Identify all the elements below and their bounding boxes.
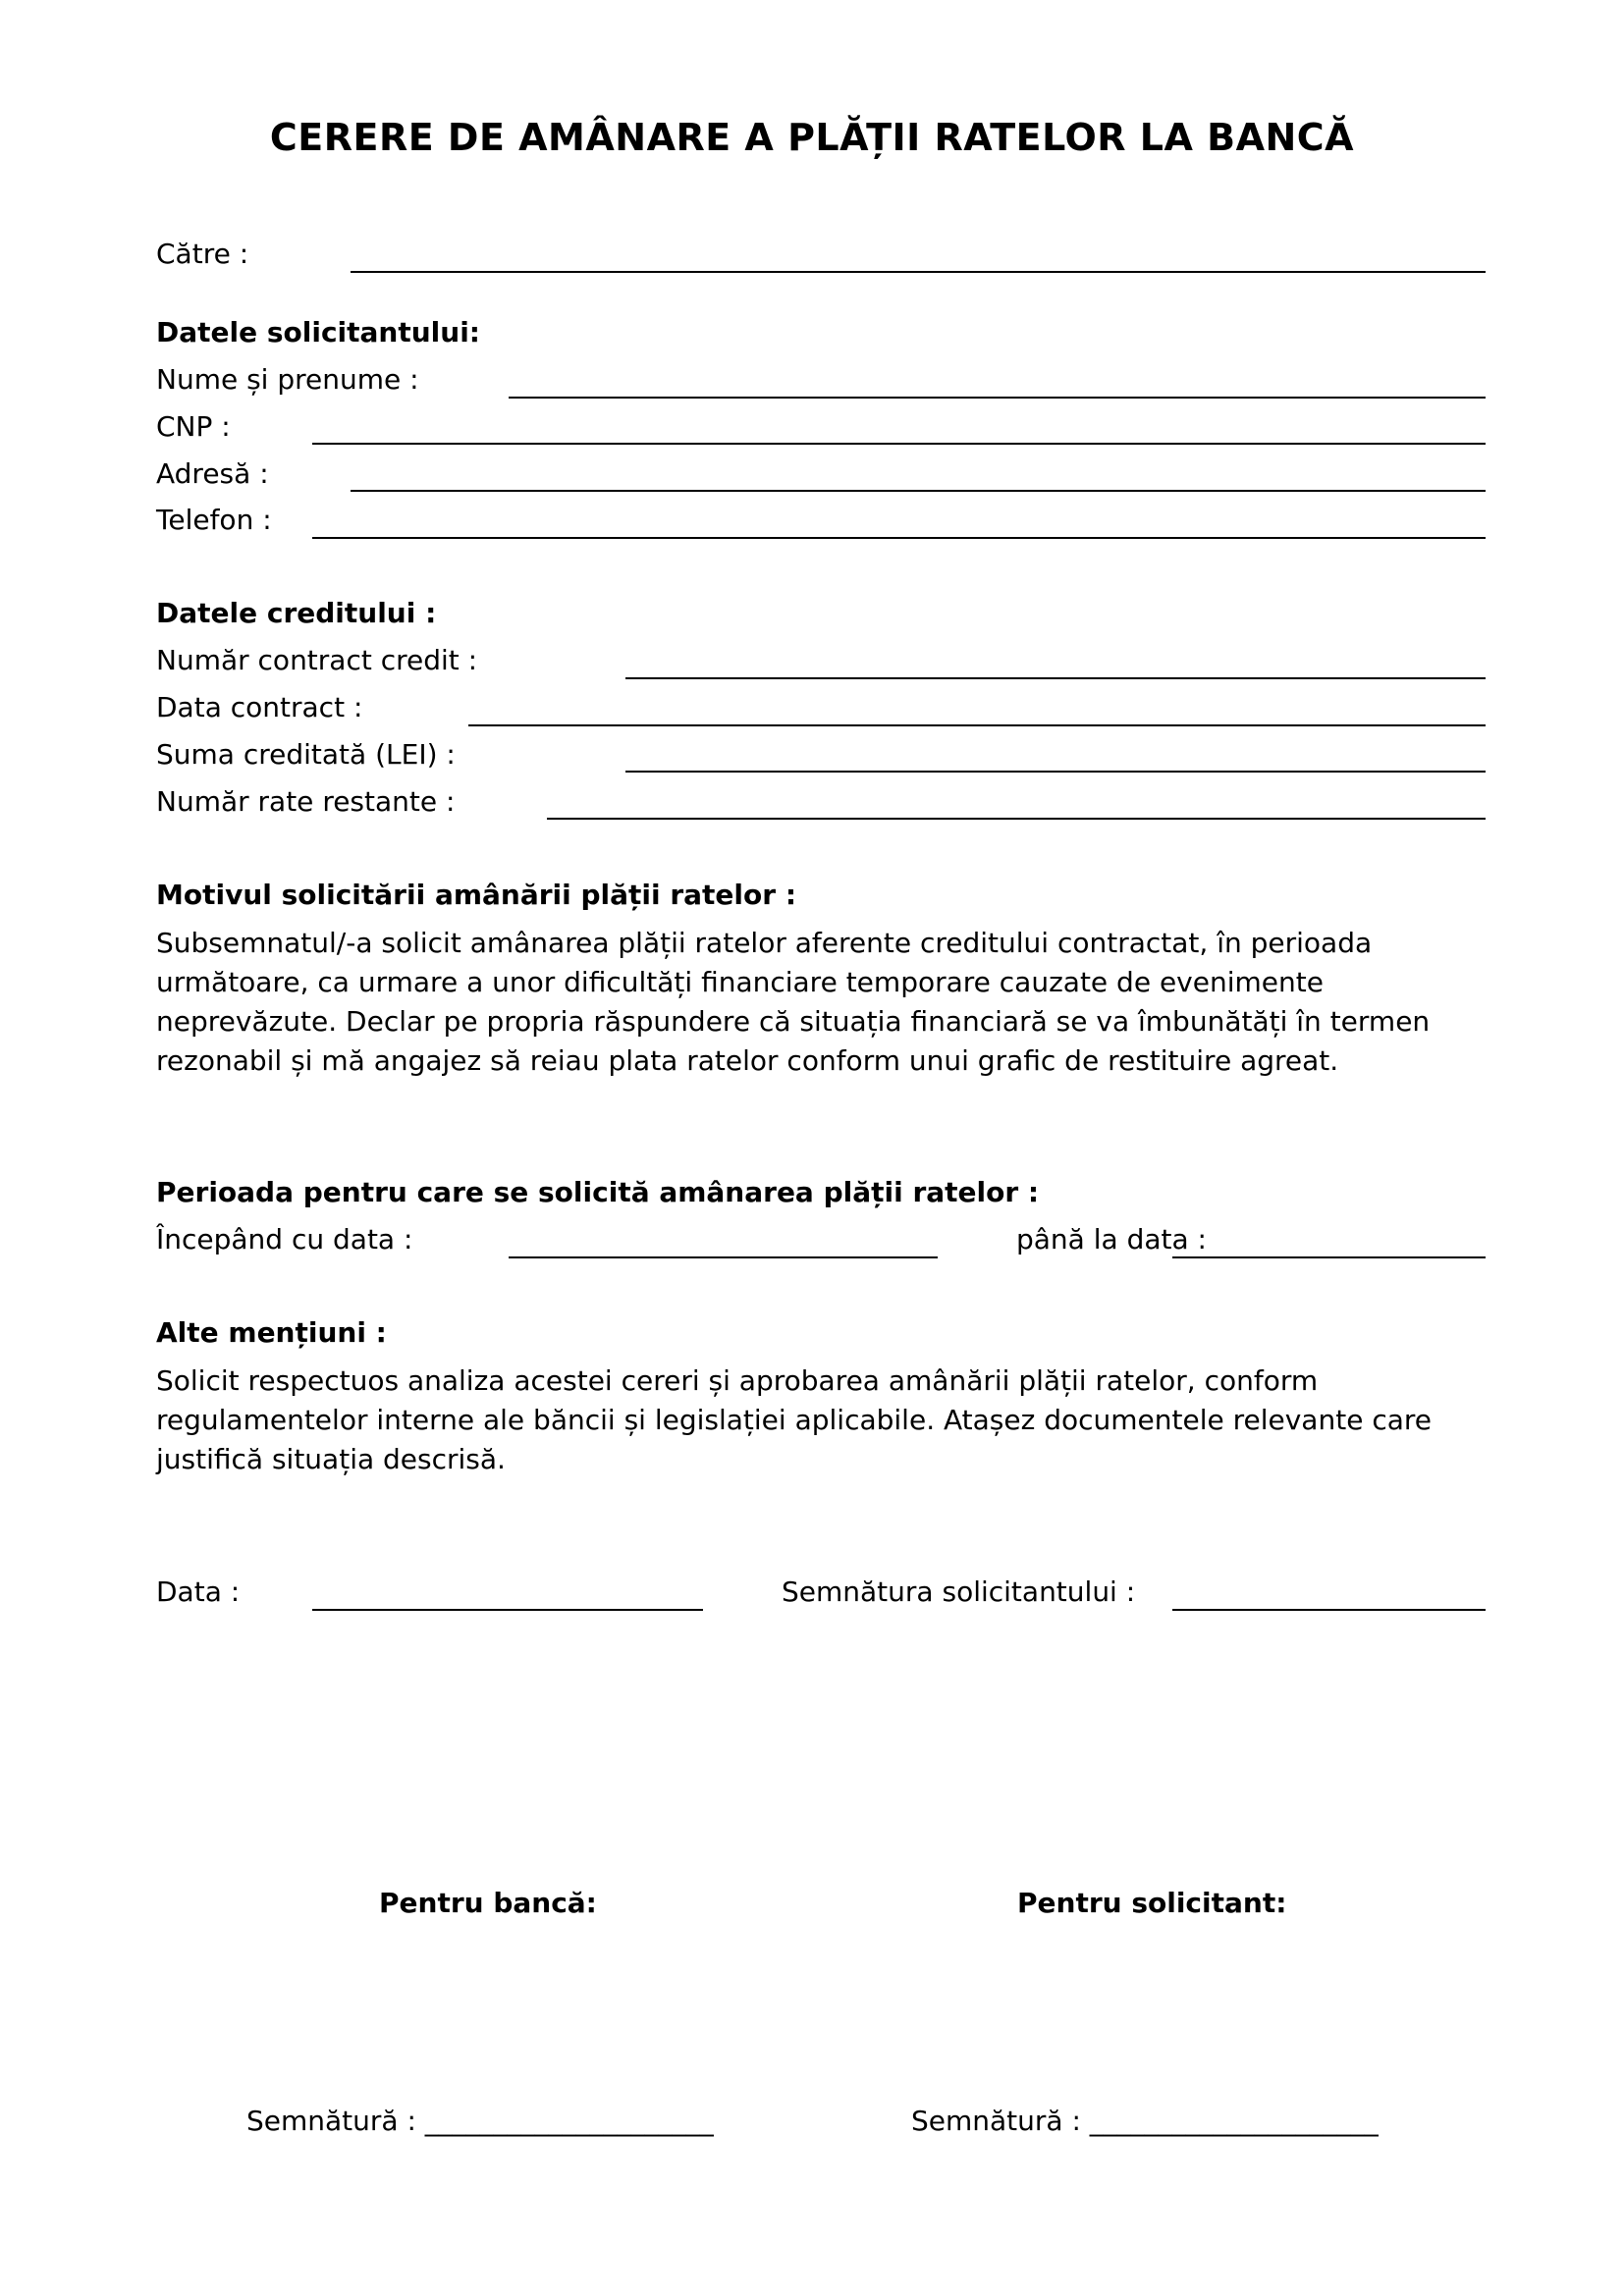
credit-amount-field[interactable] (625, 771, 1486, 773)
overdue-installments-field[interactable] (547, 818, 1486, 820)
contract-date-label: Data contract : (156, 691, 363, 723)
applicant-footer-heading: Pentru solicitant: (1017, 1887, 1287, 1919)
cnp-label: CNP : (156, 410, 231, 443)
contract-number-label: Număr contract credit : (156, 644, 478, 676)
address-field[interactable] (351, 490, 1486, 492)
applicant-signature-field[interactable] (1172, 1609, 1486, 1611)
document-title: CERERE DE AMÂNARE A PLĂȚII RATELOR LA BANCĂ (269, 116, 1355, 159)
overdue-installments-label: Număr rate restante : (156, 785, 456, 818)
other-text: Solicit respectuos analiza acestei cereri și aprobarea amânării plății ratelor, conform regulamentelor interne ale băncii și legislației aplicabile. Atașez documentele relevante care justifică situația descrisă. (156, 1364, 1432, 1475)
cnp-field[interactable] (312, 443, 1486, 445)
reason-heading: Motivul solicitării amânării plății ratelor : (156, 879, 797, 911)
name-field[interactable] (509, 397, 1486, 399)
applicant-signature-line[interactable]: Semnătură : _____________________ (911, 2105, 1379, 2137)
applicant-signature-label: Semnătura solicitantului : (782, 1575, 1136, 1608)
date-label: Data : (156, 1575, 241, 1608)
period-heading: Perioada pentru care se solicită amânarea plății ratelor : (156, 1176, 1040, 1208)
date-field[interactable] (312, 1609, 703, 1611)
name-label: Nume și prenume : (156, 363, 419, 396)
other-heading: Alte mențiuni : (156, 1316, 387, 1349)
address-label: Adresă : (156, 457, 269, 490)
credit-amount-label: Suma creditată (LEI) : (156, 738, 456, 771)
applicant-heading: Datele solicitantului: (156, 316, 480, 348)
bank-heading: Pentru bancă: (379, 1887, 597, 1919)
recipient-label: Către : (156, 238, 249, 270)
phone-field[interactable] (312, 537, 1486, 539)
contract-date-field[interactable] (468, 724, 1486, 726)
start-date-label: Începând cu data : (156, 1223, 413, 1255)
recipient-field[interactable] (351, 271, 1486, 273)
end-date-field[interactable] (1172, 1256, 1486, 1258)
credit-heading: Datele creditului : (156, 597, 437, 629)
reason-text: Subsemnatul/-a solicit amânarea plății ratelor aferente creditului contractat, în perioada următoare, ca urmare a unor dificultăți financiare temporare cauzate de evenimente neprevăzute. Declar pe propria răspundere că situația financiară se va îmbunătăți în termen rezonabil și mă angajez să reiau plata ratelor conform unui grafic de restituire agreat. (156, 927, 1431, 1077)
end-date-label: până la data : (1016, 1223, 1207, 1255)
contract-number-field[interactable] (625, 677, 1486, 679)
bank-signature-line[interactable]: Semnătură : _____________________ (246, 2105, 714, 2137)
start-date-field[interactable] (509, 1256, 938, 1258)
phone-label: Telefon : (156, 504, 272, 536)
